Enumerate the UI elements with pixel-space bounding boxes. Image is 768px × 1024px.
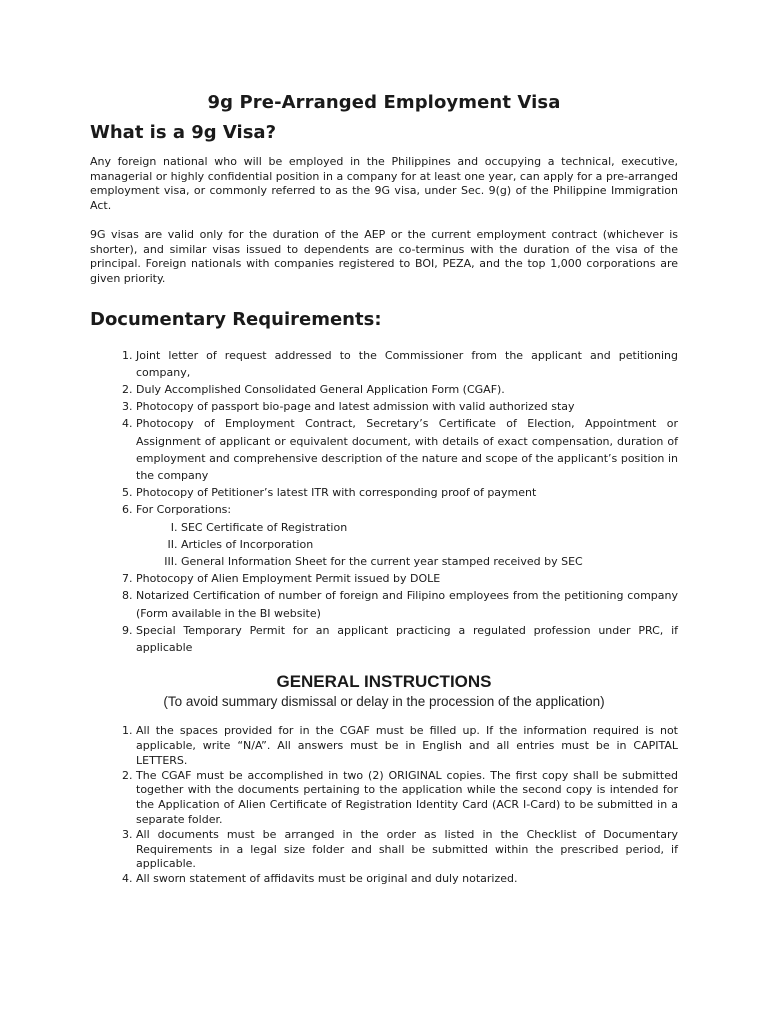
sublist-item: I. SEC Certificate of Registration bbox=[181, 519, 678, 536]
list-item-label: For Corporations: bbox=[136, 503, 232, 517]
instructions-list bbox=[90, 724, 678, 887]
list-item-corporations bbox=[136, 501, 678, 570]
list-item: 7. Photocopy of Alien Employment Permit issued by DOLE bbox=[136, 570, 678, 587]
sublist-item: III. General Information Sheet for the current year stamped received by SEC bbox=[181, 553, 678, 570]
list-item: 3. Photocopy of passport bio-page and latest admission with valid authorized stay bbox=[136, 398, 678, 415]
paragraph-definition: Any foreign national who will be employed in the Philippines and occupying a technical, executive, managerial or highly confidential position in a company for at least one year, can apply for a pre-arranged employment visa, or commonly referred to as the 9G visa, under Sec. 9(g) of the Philippine Immigration Act. bbox=[90, 155, 678, 213]
section-heading-instructions: GENERAL INSTRUCTIONS bbox=[276, 672, 492, 692]
section-heading-requirements: Documentary Requirements: bbox=[90, 308, 382, 330]
list-item: 1. All the spaces provided for in the CGAF must be filled up. If the information required is not applicable, write “N/A”. All answers must be in English and all entries must be in CAPITAL LETTERS. bbox=[136, 724, 678, 768]
list-item: 2. The CGAF must be accomplished in two (2) ORIGINAL copies. The first copy shall be submitted together with the documents pertaining to the application while the second copy is intended for the Application of Alien Certificate of Registration Identity Card (ACR I-Card) to be submitted in a separate folder. bbox=[136, 769, 678, 828]
list-item: 3. All documents must be arranged in the order as listed in the Checklist of Documentary Requirements in a legal size folder and shall be submitted within the prescribed period, if applicable. bbox=[136, 828, 678, 872]
sublist-item: II. Articles of Incorporation bbox=[181, 536, 678, 553]
list-item: 1. Joint letter of request addressed to the Commissioner from the applicant and petitioning company, bbox=[136, 347, 678, 381]
paragraph-validity: 9G visas are valid only for the duration of the AEP or the current employment contract (whichever is shorter), and similar visas issued to dependents are co-terminus with the duration of the visa of the principal. Foreign nationals with companies registered to BOI, PEZA, and the top 1,000 corporations are given priority. bbox=[90, 227, 678, 285]
corporations-sublist bbox=[136, 519, 678, 571]
list-item: 5. Photocopy of Petitioner’s latest ITR with corresponding proof of payment bbox=[136, 484, 678, 501]
requirements-list bbox=[90, 347, 678, 657]
list-item: 9. Special Temporary Permit for an applicant practicing a regulated profession under PRC, if applicable bbox=[136, 622, 678, 656]
list-item: 4. All sworn statement of affidavits must be original and duly notarized. bbox=[136, 872, 678, 887]
section-heading-what-is: What is a 9g Visa? bbox=[90, 122, 277, 143]
instructions-subtitle: (To avoid summary dismissal or delay in the procession of the application) bbox=[163, 694, 605, 710]
document-title: 9g Pre-Arranged Employment Visa bbox=[207, 92, 561, 113]
list-item: 8. Notarized Certification of number of foreign and Filipino employees from the petitioning company (Form available in the BI website) bbox=[136, 587, 678, 621]
list-item: 4. Photocopy of Employment Contract, Secretary’s Certificate of Election, Appointment or Assignment of applicant or equivalent document, with details of exact compensation, duration of employment and comprehensive description of the nature and scope of the applicant’s position in the company bbox=[136, 415, 678, 484]
list-item: 2. Duly Accomplished Consolidated General Application Form (CGAF). bbox=[136, 381, 678, 398]
